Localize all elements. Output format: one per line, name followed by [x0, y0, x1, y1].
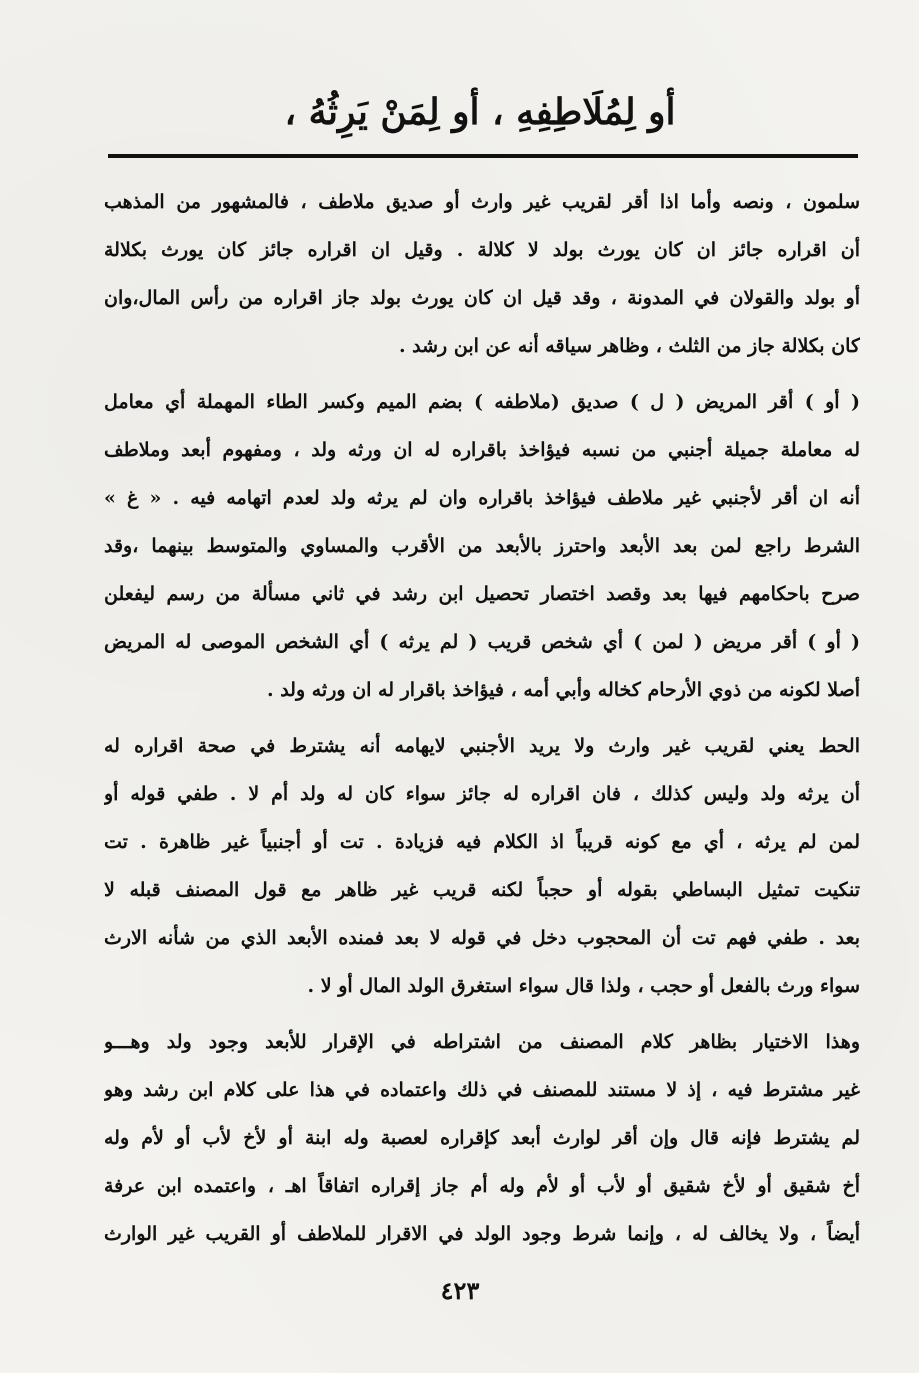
body-text [104, 178, 860, 1258]
text-line: ( أو ) أقر المريض ( ل ) صديق (ملاطفه ) بضم الميم وكسر الطاء المهملة أي معامل [104, 391, 860, 413]
text-line: أن اقراره جائز ان كان يورث بولد لا كلالة . وقيل ان اقراره جائز كان يورث بكلالة [104, 239, 860, 261]
text-line: أخ شقيق أو لأخ شقيق أو لأب أو لأم وله أم جاز إقراره اتفاقاً اهـ ، واعتمده ابن عرفة [104, 1175, 860, 1197]
text-line: لم يشترط فإنه قال وإن أقر لوارث أبعد كإقراره لعصبة وله ابنة أو لأخ لأب أو لأم وله [104, 1127, 860, 1149]
text-line: تنكيت تمثيل البساطي بقوله أو حجباً لكنه قريب غير ظاهر مع قول المصنف قبله لا [104, 879, 860, 901]
paragraph-1 [104, 178, 860, 370]
text-line: أنه ان أقر لأجنبي غير ملاطف فيؤاخذ باقراره وان لم يرثه ولد لعدم اتهامه فيه . « غ » [104, 487, 860, 509]
text-line: الشرط راجع لمن بعد الأبعد واحترز بالأبعد من الأقرب والمساوي والمتوسط بينهما ،وقد [104, 535, 860, 557]
text-line: سواء ورث بالفعل أو حجب ، ولذا قال سواء استغرق الولد المال أو لا . [307, 975, 860, 997]
text-line: ( أو ) أقر مريض ( لمن ) أي شخص قريب ( لم يرثه ) أي الشخص الموصى له المريض [104, 631, 860, 653]
text-line: أن يرثه ولد وليس كذلك ، فان اقراره له جائز سواء كان له ولد أم لا . طفي قوله أو [104, 783, 860, 805]
text-line: سلمون ، ونصه وأما اذا أقر لقريب غير وارث أو صديق ملاطف ، فالمشهور من المذهب [104, 191, 860, 213]
text-line: بعد . طفي فهم تت أن المحجوب دخل في قوله لا بعد فمنده الأبعد الذي من شأنه الارث [104, 927, 860, 949]
text-line: كان بكلالة جاز من الثلث ، وظاهر سياقه أنه عن ابن رشد . [398, 335, 860, 357]
running-head: أو لِمُلَاطِفِهِ ، أو لِمَنْ يَرِثُهُ ، [284, 91, 676, 133]
text-line: غير مشترط فيه ، إذ لا مستند للمصنف في ذلك واعتماده في هذا على كلام ابن رشد وهو [104, 1079, 860, 1101]
header-rule [108, 154, 858, 158]
paragraph-4 [104, 1018, 860, 1258]
text-line: أو بولد والقولان في المدونة ، وقد قيل ان كان يورث بولد جاز اقراره من رأس المال،وان [104, 287, 860, 309]
text-line: أيضاً ، ولا يخالف له ، وإنما شرط وجود الولد في الاقرار للملاطف أو القريب غير الوارث [104, 1223, 860, 1245]
text-line: صرح باحكامهم فيها بعد وقصد اختصار تحصيل ابن رشد في ثاني مسألة من رسم ليفعلن [104, 583, 860, 605]
paragraph-2 [104, 378, 860, 714]
text-line: لمن لم يرثه ، أي مع كونه قريباً اذ الكلام فيه فزيادة . تت أو أجنبياً غير ظاهرة . تت [104, 831, 860, 853]
text-line: وهذا الاختيار بظاهر كلام المصنف من اشتراطه في الإقرار للأبعد وجود ولد وهـــو [104, 1031, 860, 1053]
text-line: الحط يعني لقريب غير وارث ولا يريد الأجنبي لايهامه أنه يشترط في صحة اقراره له [104, 735, 860, 757]
paragraph-3 [104, 722, 860, 1010]
page-number: ٤٢٣ [440, 1276, 480, 1305]
text-line: أصلا لكونه من ذوي الأرحام كخاله وأبي أمه ، فيؤاخذ باقرار له ان ورثه ولد . [266, 679, 860, 701]
text-line: له معاملة جميلة أجنبي من نسبه فيؤاخذ باقراره له ان ورثه ولد ، ومفهوم أبعد وملاطف [104, 439, 860, 461]
